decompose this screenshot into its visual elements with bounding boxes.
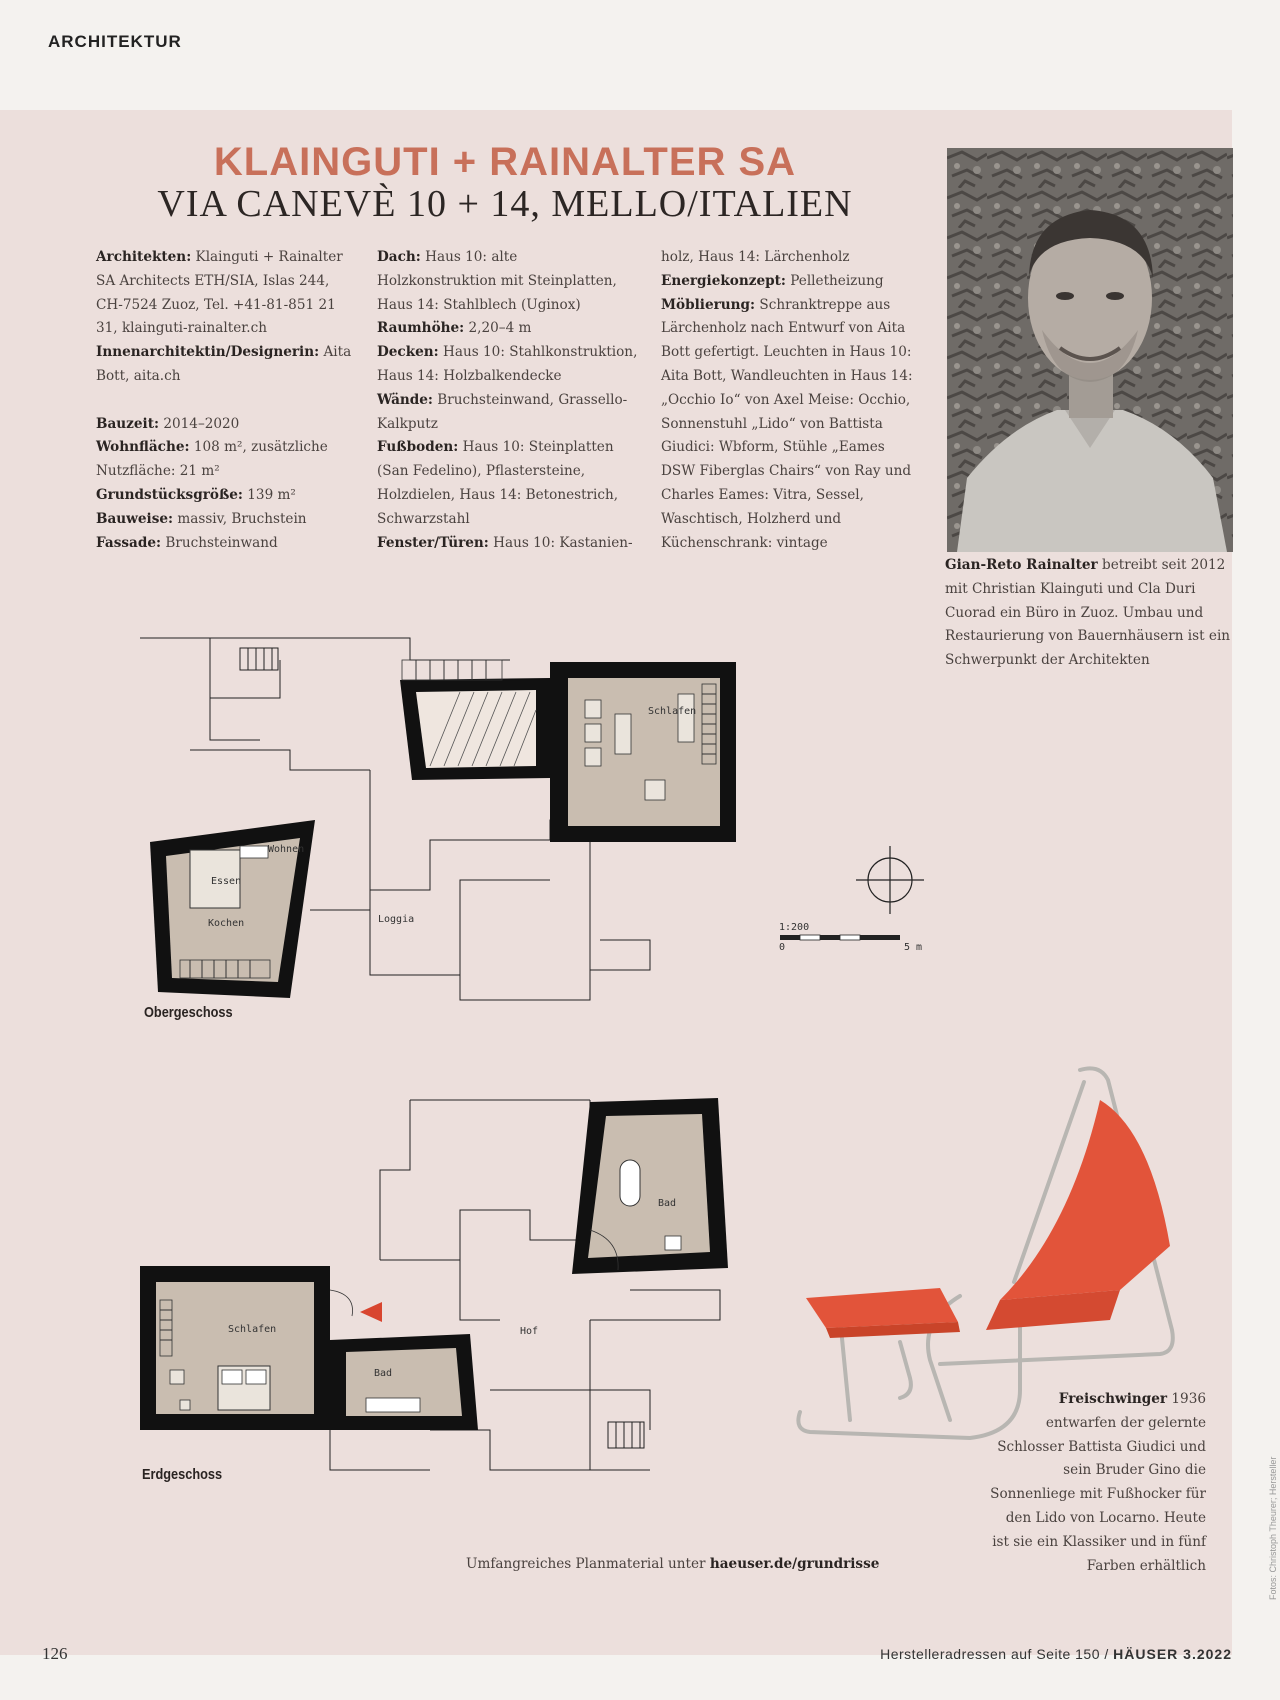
fact-text: Pelletheizung xyxy=(790,272,884,289)
article-title: KLAINGUTI + RAINALTER SA xyxy=(213,140,797,184)
scale-label: 1:200 xyxy=(779,922,810,933)
fact-label: Architekten: xyxy=(96,249,192,265)
room-label: Wohnen xyxy=(268,844,305,855)
fact-text: Haus 10: alte Holzkonstruktion mit Steinplatten, Haus 14: Stahlblech (Uginox) xyxy=(377,249,617,313)
fact-label: Fassade: xyxy=(96,534,162,551)
ground-floor-label: Erdgeschoss xyxy=(142,1466,223,1483)
room-label: Essen xyxy=(211,876,242,887)
article-subtitle: VIA CANEVÈ 10 + 14, MELLO/ITALIEN xyxy=(157,183,853,225)
fact-label: Bauzeit: xyxy=(96,415,160,432)
room-label: Hof xyxy=(520,1326,539,1337)
fact-text: 2,20–4 m xyxy=(468,320,532,337)
fact-text: 2014–2020 xyxy=(163,415,240,432)
note-link[interactable]: haeuser.de/grundrisse xyxy=(709,1556,880,1572)
fact-text: Haus 10: Stahlkonstruktion, Haus 14: Holzbalkendecke xyxy=(377,344,638,384)
fact-text: Aita Bott, aita.ch xyxy=(96,344,352,384)
upper-floor-label: Obergeschoss xyxy=(144,1004,233,1021)
portrait-caption-text: betreibt seit 2012 mit Christian Klainguti und Cla Duri Cuorad ein Büro in Zuoz. Umbau und Restaurierung von Bauernhäusern ist ein Schwerpunkt der Architekten xyxy=(945,557,1231,669)
fact-label: Fußboden: xyxy=(377,439,459,456)
portrait-caption-name: Gian-Reto Rainalter xyxy=(945,557,1098,573)
facts-column-1 xyxy=(96,246,358,555)
fact-label: Energiekonzept: xyxy=(661,272,786,289)
plan-material-note xyxy=(466,1556,879,1572)
fact-label: Grundstücksgröße: xyxy=(96,486,243,503)
fact-label: Fenster/Türen: xyxy=(377,534,489,551)
fact-text: Schranktreppe aus Lärchenholz nach Entwurf von Aita Bott gefertigt. Leuchten in Haus 10: Aita Bott, Wandleuchten in Haus 14: „Occhio Io“ von Axel Meise: Occhio, Sonnenstuhl „Lido“ von Battista Giudici: Wbform, Stühle „Eames DSW Fiberglas Chairs“ von Ray und Charles Eames: Vitra, Sessel, Waschtisch, Holzherd und Küchenschrank: vintage xyxy=(661,296,913,551)
fact-label: Bauweise: xyxy=(96,510,174,527)
section-label: ARCHITEKTUR xyxy=(48,32,182,51)
photo-credit: Fotos: Christoph Theurer; Hersteller xyxy=(1268,1456,1278,1600)
portrait-caption xyxy=(945,554,1235,673)
chair-caption-text: 1936 entwarfen der gelernte Schlosser Battista Giudici und sein Bruder Gino die Sonnenliege mit Fußhocker für den Lido von Locarno. Heute ist sie ein Klassiker und in fünf Farben erhältlich xyxy=(990,1391,1206,1574)
room-label: Schlafen xyxy=(228,1324,277,1335)
facts-column-3 xyxy=(661,246,923,555)
fact-label: Raumhöhe: xyxy=(377,320,465,337)
room-label: Schlafen xyxy=(648,706,697,717)
fact-label: Wände: xyxy=(377,391,433,408)
fact-text: Haus 10: Steinplatten (San Fedelino), Pflastersteine, Holzdielen, Haus 14: Betonestrich, Schwarzstahl xyxy=(377,439,619,527)
chair-caption-name: Freischwinger xyxy=(1058,1391,1168,1407)
chair-caption xyxy=(988,1388,1206,1578)
fact-label: Decken: xyxy=(377,344,439,361)
fact-text: massiv, Bruchstein xyxy=(177,510,307,527)
magazine-issue: HÄUSER 3.2022 xyxy=(1113,1646,1232,1662)
note-prefix: Umfangreiches Planmaterial unter xyxy=(466,1556,706,1572)
fact-text: Bruchsteinwand xyxy=(165,534,278,551)
fact-text: Haus 10: Kastanien- xyxy=(493,534,633,551)
fact-text: Bruchsteinwand, Grassello-Kalkputz xyxy=(377,391,628,432)
architect-portrait-photo xyxy=(947,148,1233,552)
fact-label: Möblierung: xyxy=(661,296,756,313)
scale-five: 5 m xyxy=(904,942,923,953)
fact-label: Wohnfläche: xyxy=(96,439,190,456)
fact-label: Dach: xyxy=(377,249,421,265)
fact-text: holz, Haus 14: Lärchenholz xyxy=(661,249,850,265)
room-label: Loggia xyxy=(378,914,415,925)
footer-prefix: Herstelleradressen auf Seite 150 / xyxy=(880,1646,1109,1662)
room-label: Kochen xyxy=(208,918,245,929)
fact-text: Klainguti + Rainalter SA Architects ETH/SIA, Islas 244, CH-7524 Zuoz, Tel. +41-81-851 21 31, klainguti-rainalter.ch xyxy=(96,249,343,337)
facts-column-2 xyxy=(377,246,639,555)
fact-label: Innenarchitektin/Designerin: xyxy=(96,344,320,361)
page-number: 126 xyxy=(42,1644,68,1663)
fact-text: 108 m², zusätzliche Nutzfläche: 21 m² xyxy=(96,439,328,480)
room-label: Bad xyxy=(658,1198,677,1209)
footer-source xyxy=(880,1646,1232,1662)
floor-plan-upper xyxy=(130,620,950,1020)
scale-zero: 0 xyxy=(779,942,786,953)
room-label: Bad xyxy=(374,1368,393,1379)
floor-plan-lower xyxy=(130,1090,750,1490)
fact-text: 139 m² xyxy=(247,486,296,503)
